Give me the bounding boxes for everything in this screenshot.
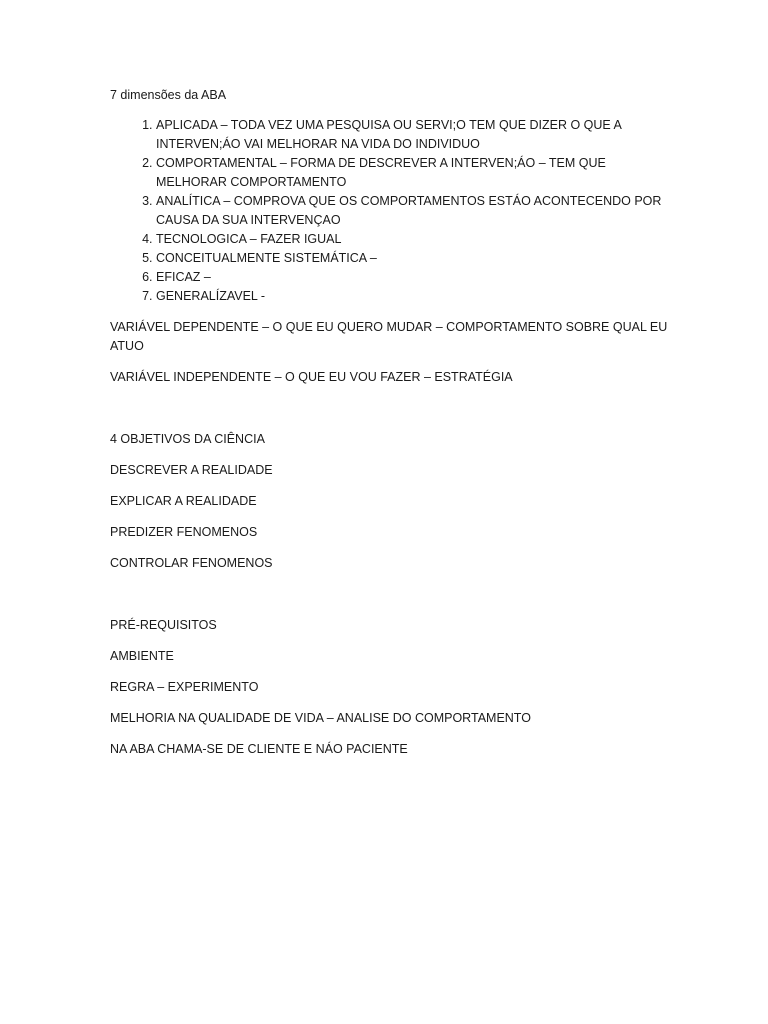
- list-item: 2. COMPORTAMENTAL – FORMA DE DESCREVER A INTERVEN;ÁO – TEM QUE MELHORAR COMPORTAMENTO: [156, 154, 670, 192]
- dimensions-list: [110, 116, 670, 306]
- prereq-paragraph: AMBIENTE: [110, 649, 174, 663]
- objetivo-paragraph: PREDIZER FENOMENOS: [110, 525, 258, 539]
- prereq-heading: PRÉ-REQUISITOS: [110, 618, 217, 632]
- blank-line: [110, 399, 670, 430]
- prereq-paragraph: MELHORIA NA QUALIDADE DE VIDA – ANALISE DO COMPORTAMENTO: [110, 711, 531, 725]
- list-item: 6. EFICAZ –: [156, 268, 670, 287]
- objetivo-paragraph: CONTROLAR FENOMENOS: [110, 556, 273, 570]
- variavel-dependente-paragraph: VARIÁVEL DEPENDENTE – O QUE EU QUERO MUDAR – COMPORTAMENTO SOBRE QUAL EU ATUO: [110, 320, 668, 353]
- list-item: 3. ANALÍTICA – COMPROVA QUE OS COMPORTAMENTOS ESTÁO ACONTECENDO POR CAUSA DA SUA INTERVENÇAO: [156, 192, 670, 230]
- prereq-paragraph: NA ABA CHAMA-SE DE CLIENTE E NÁO PACIENTE: [110, 742, 408, 756]
- prereq-paragraph: REGRA – EXPERIMENTO: [110, 680, 259, 694]
- document-title: 7 dimensões da ABA: [110, 88, 227, 102]
- blank-line: [110, 585, 670, 616]
- list-item: 1. APLICADA – TODA VEZ UMA PESQUISA OU SERVI;O TEM QUE DIZER O QUE A INTERVEN;ÁO VAI MELHORAR NA VIDA DO INDIVIDUO: [156, 116, 670, 154]
- list-item: 4. TECNOLOGICA – FAZER IGUAL: [156, 230, 670, 249]
- list-item: 7. GENERALÍZAVEL -: [156, 287, 670, 306]
- list-item: 5. CONCEITUALMENTE SISTEMÁTICA –: [156, 249, 670, 268]
- variavel-independente-paragraph: VARIÁVEL INDEPENDENTE – O QUE EU VOU FAZER – ESTRATÉGIA: [110, 370, 513, 384]
- document-page: [110, 86, 670, 771]
- objetivo-paragraph: EXPLICAR A REALIDADE: [110, 494, 257, 508]
- objetivo-paragraph: DESCREVER A REALIDADE: [110, 463, 273, 477]
- objetivos-heading: 4 OBJETIVOS DA CIÊNCIA: [110, 432, 265, 446]
